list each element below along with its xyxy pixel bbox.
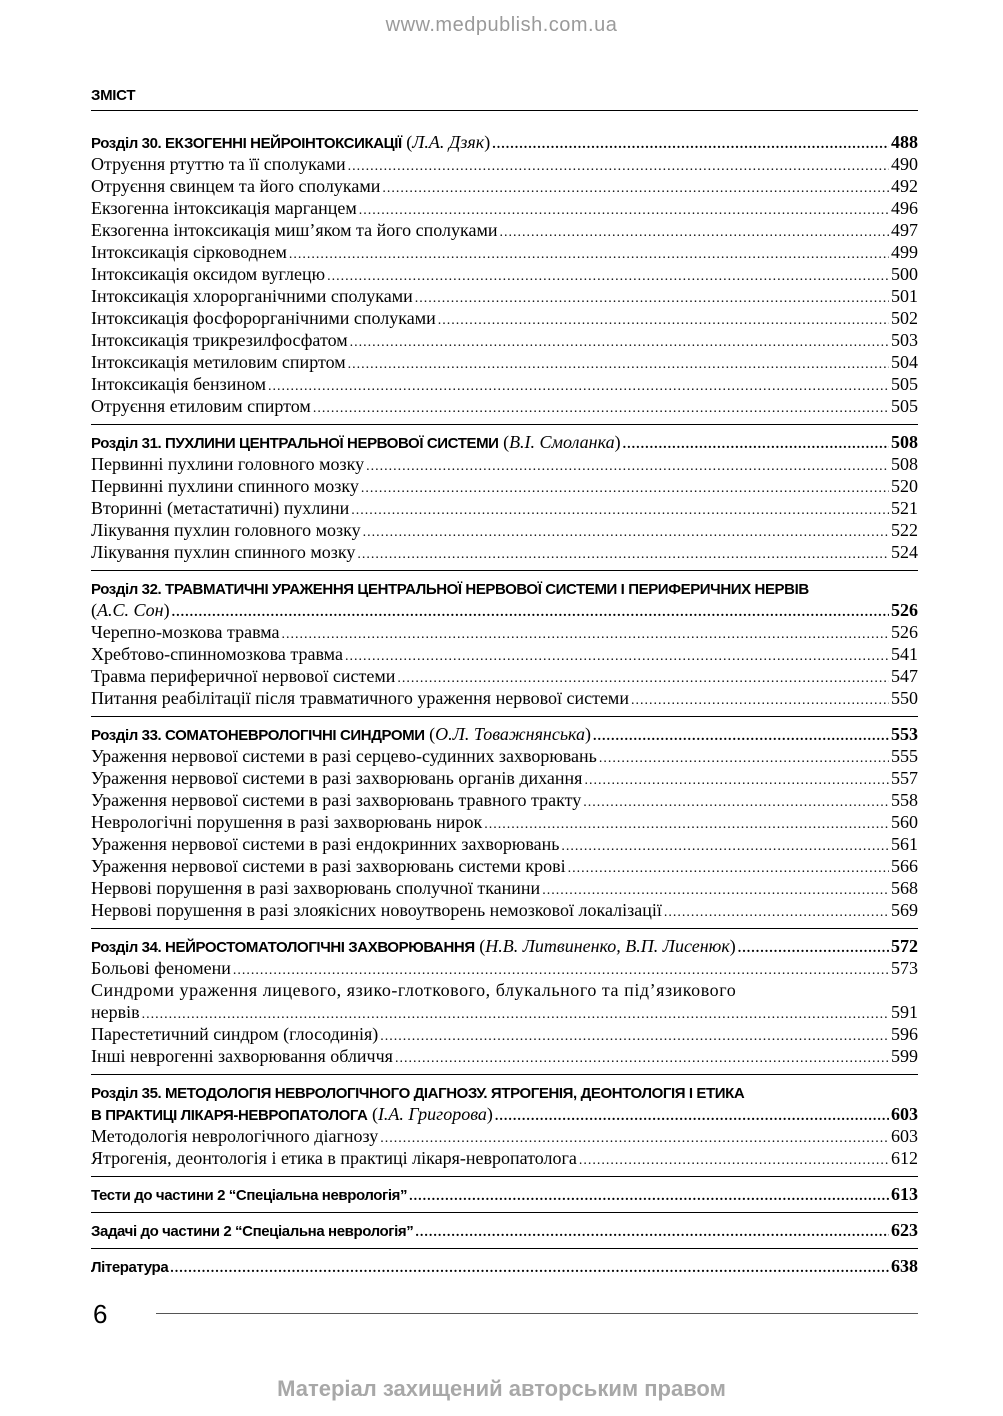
section-title: Задачі до частини 2 “Спеціальна неврологія” [91,1223,414,1240]
entry-title: Вторинні (метастатичні) пухлини [91,498,350,518]
page-ref: 566 [891,856,918,876]
toc-entry[interactable] [91,395,918,417]
entry-title: Питання реабілітації після травматичного ураження нервової системи [91,688,629,708]
section-title: Розділ 30. ЕКЗОГЕННІ НЕЙРОІНТОКСИКАЦІЇ [91,135,402,152]
toc-entry[interactable] [91,811,918,833]
page-ref: 591 [891,1002,918,1022]
toc-entry[interactable] [91,957,918,979]
section-author: І.А. Григорова [377,1104,487,1124]
page-ref: 500 [891,264,918,284]
dot-leader [382,178,889,197]
page-ref: 503 [891,330,918,350]
entry-title: Хребтово-спинномозкова травма [91,644,343,664]
toc-entry-line1[interactable] [91,979,918,1001]
entry-title: Ураження нервової системи в разі ендокринних захворювань [91,834,560,854]
page-ref: 508 [891,432,918,452]
page-ref: 603 [891,1126,918,1146]
toc-entry-line2[interactable] [91,1001,918,1023]
toc-section-35 [91,1081,918,1177]
dot-leader [593,726,889,745]
section-title: Розділ 32. ТРАВМАТИЧНІ УРАЖЕННЯ ЦЕНТРАЛЬНОЇ НЕРВОВОЇ СИСТЕМИ І ПЕРИФЕРИЧНИХ НЕРВІВ [91,581,809,598]
entry-title: Неврологічні порушення в разі захворювань нирок [91,812,483,832]
toc-entry[interactable] [91,899,918,921]
toc-entry[interactable] [91,767,918,789]
toc-entry[interactable] [91,1023,918,1045]
page-ref: 499 [891,242,918,262]
page-ref: 599 [891,1046,918,1066]
toc-section-heading[interactable]: Розділ 34. НЕЙРОСТОМАТОЛОГІЧНІ ЗАХВОРЮВАННЯ (Н.В. Литвиненко, В.П. Лисенюк) ..... 572 [91,935,918,957]
toc-section-literature [91,1255,918,1281]
toc-entry[interactable] [91,745,918,767]
toc-entry[interactable] [91,1147,918,1169]
section-author: А.С. Сон [97,600,164,620]
page-ref: 524 [891,542,918,562]
page-ref: 547 [891,666,918,686]
dot-leader [397,668,889,687]
page-ref: 526 [891,600,918,620]
dot-leader [172,602,889,621]
page-ref: 569 [891,900,918,920]
dot-leader [738,938,889,957]
dot-leader [282,624,889,643]
toc-section-31 [91,431,918,571]
page-ref: 488 [891,132,918,152]
dot-leader [438,310,889,329]
toc-entry[interactable] [91,643,918,665]
section-author: В.І. Смоланка [509,432,615,452]
entry-title: Ятрогенія, деонтологія і етика в практиці лікаря-невропатолога [91,1148,577,1168]
toc-section-heading[interactable] [91,1183,918,1205]
section-author: Н.В. Литвиненко, В.П. Лисенюк [485,936,730,956]
dot-leader [484,814,889,833]
toc-section-heading-line1[interactable] [91,1081,918,1103]
entry-title: Ураження нервової системи в разі захворювань органів дихання [91,768,583,788]
entry-title: Ураження нервової системи в разі захворювань системи крові [91,856,566,876]
dot-leader [583,792,889,811]
page-ref: 560 [891,812,918,832]
page-ref: 572 [891,936,918,956]
page-ref: 497 [891,220,918,240]
section-title-cont: В ПРАКТИЦІ ЛІКАРЯ-НЕВРОПАТОЛОГА [91,1107,368,1124]
page-header [91,84,918,111]
toc-entry[interactable] [91,263,918,285]
toc-entry[interactable] [91,153,918,175]
page-ref: 508 [891,454,918,474]
section-author: Л.А. Дзяк [412,132,485,152]
dot-leader [327,266,889,285]
dot-leader [664,902,889,921]
dot-leader [631,690,889,709]
toc-section-heading-line2[interactable]: (А.С. Сон) ..... 526 [91,599,918,621]
page-ref: 613 [891,1184,918,1204]
page-ref: 501 [891,286,918,306]
toc-entry[interactable] [91,307,918,329]
footer-rule [156,1313,918,1314]
toc-entry[interactable] [91,197,918,219]
dot-leader [366,456,889,475]
toc-entry[interactable] [91,665,918,687]
toc-entry[interactable] [91,373,918,395]
toc-entry[interactable] [91,1125,918,1147]
dot-leader [348,354,889,373]
toc-section-tasks [91,1219,918,1249]
dot-leader [170,1258,889,1277]
entry-title: Парестетичний синдром (глосодинія) [91,1024,379,1044]
dot-leader [415,288,889,307]
dot-leader [233,960,889,979]
entry-title: Екзогенна інтоксикація марганцем [91,198,357,218]
page-ref: 558 [891,790,918,810]
toc-section-heading-line2[interactable]: В ПРАКТИЦІ ЛІКАРЯ-НЕВРОПАТОЛОГА (І.А. Григорова) ..... 603 [91,1103,918,1125]
dot-leader [142,1004,889,1023]
toc-section-heading[interactable] [91,1255,918,1277]
toc-entry[interactable] [91,541,918,563]
section-author: О.Л. Товажнянська [435,724,586,744]
dot-leader [359,200,889,219]
entry-title-cont: нервів [91,1002,140,1022]
entry-title: Інтоксикація трикрезилфосфатом [91,330,348,350]
dot-leader [348,156,889,175]
dot-leader [345,646,889,665]
entry-title: Отруєння ртуттю та її сполуками [91,154,346,174]
toc-section-tests [91,1183,918,1213]
page-ref: 502 [891,308,918,328]
page-ref: 505 [891,374,918,394]
entry-title: Первинні пухлини спинного мозку [91,476,359,496]
dot-leader [357,544,889,563]
dot-leader [361,478,889,497]
page-ref: 555 [891,746,918,766]
toc-entry[interactable] [91,789,918,811]
entry-title: Інтоксикація бензином [91,374,267,394]
page-ref: 550 [891,688,918,708]
entry-title: Первинні пухлини головного мозку [91,454,365,474]
toc-entry[interactable] [91,621,918,643]
toc-section-34 [91,935,918,1075]
toc-section-heading[interactable]: Розділ 30. ЕКЗОГЕННІ НЕЙРОІНТОКСИКАЦІЇ (Л.А. Дзяк) ..... 488 [91,131,918,153]
dot-leader [599,748,889,767]
page-ref: 505 [891,396,918,416]
toc-entry[interactable] [91,453,918,475]
page-ref: 490 [891,154,918,174]
page-ref: 492 [891,176,918,196]
toc-section-heading-line1[interactable] [91,577,918,599]
page-ref: 520 [891,476,918,496]
toc-entry[interactable] [91,855,918,877]
toc-entry[interactable] [91,877,918,899]
section-title: Література [91,1259,169,1276]
page-ref: 596 [891,1024,918,1044]
entry-title: Інтоксикація оксидом вуглецю [91,264,326,284]
entry-title: Нервові порушення в разі злоякісних новоутворень немозкової локалізації [91,900,662,920]
dot-leader [289,244,889,263]
section-title: Тести до частини 2 “Спеціальна неврологія” [91,1187,408,1204]
toc-section-33 [91,723,918,929]
header-title: ЗМІСТ [91,87,136,104]
toc-section-32 [91,577,918,717]
watermark-top: www.medpublish.com.ua [385,14,618,36]
entry-title: Отруєння етиловим спиртом [91,396,311,416]
dot-leader [351,500,889,519]
entry-title: Больові феномени [91,958,231,978]
page-ref: 561 [891,834,918,854]
entry-title: Нервові порушення в разі захворювань сполучної тканини [91,878,541,898]
dot-leader [415,1222,889,1241]
table-of-contents [91,131,918,1281]
toc-entry[interactable] [91,175,918,197]
section-title: Розділ 35. МЕТОДОЛОГІЯ НЕВРОЛОГІЧНОГО ДІАГНОЗУ. ЯТРОГЕНІЯ, ДЕОНТОЛОГІЯ І ЕТИКА [91,1085,745,1102]
dot-leader [409,1186,889,1205]
page-ref: 504 [891,352,918,372]
toc-entry[interactable] [91,833,918,855]
entry-title: Синдроми ураження лицевого, язико-глоткового, блукального та під’язикового [91,980,737,1000]
dot-leader [492,134,889,153]
entry-title: Інші неврогенні захворювання обличчя [91,1046,393,1066]
page-ref: 638 [891,1256,918,1276]
page-ref: 521 [891,498,918,518]
toc-entry[interactable] [91,285,918,307]
page-ref: 573 [891,958,918,978]
page-number: 6 [93,1299,108,1329]
page-ref: 496 [891,198,918,218]
entry-title: Ураження нервової системи в разі захворювань травного тракту [91,790,582,810]
page-ref: 623 [891,1220,918,1240]
dot-leader [495,1106,889,1125]
entry-title: Екзогенна інтоксикація миш’яком та його сполуками [91,220,498,240]
section-title: Розділ 31. ПУХЛИНИ ЦЕНТРАЛЬНОЇ НЕРВОВОЇ СИСТЕМИ [91,435,499,452]
toc-section-30 [91,131,918,425]
dot-leader [350,332,889,351]
dot-leader [363,522,889,541]
page-ref: 557 [891,768,918,788]
toc-entry[interactable] [91,687,918,709]
page-ref: 603 [891,1104,918,1124]
page-ref: 522 [891,520,918,540]
dot-leader [313,398,889,417]
entry-title: Ураження нервової системи в разі серцево-судинних захворювань [91,746,597,766]
dot-leader [380,1128,889,1147]
page-ref: 612 [891,1148,918,1168]
dot-leader [568,858,889,877]
toc-entry[interactable] [91,1045,918,1067]
entry-title: Інтоксикація фосфорорганічними сполуками [91,308,436,328]
toc-entry[interactable] [91,351,918,373]
toc-entry[interactable] [91,329,918,351]
watermark-bottom: Матеріал захищений авторським правом [277,1376,726,1401]
dot-leader [380,1026,889,1045]
section-title: Розділ 34. НЕЙРОСТОМАТОЛОГІЧНІ ЗАХВОРЮВАННЯ [91,939,475,956]
entry-title: Методологія неврологічного діагнозу [91,1126,379,1146]
dot-leader [395,1048,889,1067]
entry-title: Черепно-мозкова травма [91,622,280,642]
dot-leader [500,222,890,241]
entry-title: Інтоксикація сірководнем [91,242,287,262]
entry-title: Отруєння свинцем та його сполуками [91,176,381,196]
toc-section-heading[interactable]: Розділ 31. ПУХЛИНИ ЦЕНТРАЛЬНОЇ НЕРВОВОЇ СИСТЕМИ (В.І. Смоланка) ..... 508 [91,431,918,453]
toc-entry[interactable] [91,219,918,241]
toc-entry[interactable] [91,241,918,263]
page-ref: 568 [891,878,918,898]
entry-title: Інтоксикація метиловим спиртом [91,352,346,372]
page-ref: 526 [891,622,918,642]
page-ref: 553 [891,724,918,744]
page-ref: 541 [891,644,918,664]
dot-leader [579,1150,889,1169]
toc-entry[interactable] [91,519,918,541]
entry-title: Інтоксикація хлорорганічними сполуками [91,286,413,306]
dot-leader [561,836,889,855]
toc-section-heading[interactable]: Розділ 33. СОМАТОНЕВРОЛОГІЧНІ СИНДРОМИ (О.Л. Товажнянська) ..... 553 [91,723,918,745]
section-title: Розділ 33. СОМАТОНЕВРОЛОГІЧНІ СИНДРОМИ [91,727,425,744]
toc-entry[interactable] [91,497,918,519]
entry-title: Травма периферичної нервової системи [91,666,396,686]
toc-entry[interactable] [91,475,918,497]
dot-leader [268,376,889,395]
toc-section-heading[interactable] [91,1219,918,1241]
dot-leader [623,434,889,453]
entry-title: Лікування пухлин спинного мозку [91,542,356,562]
dot-leader [542,880,889,899]
entry-title: Лікування пухлин головного мозку [91,520,361,540]
dot-leader [584,770,889,789]
